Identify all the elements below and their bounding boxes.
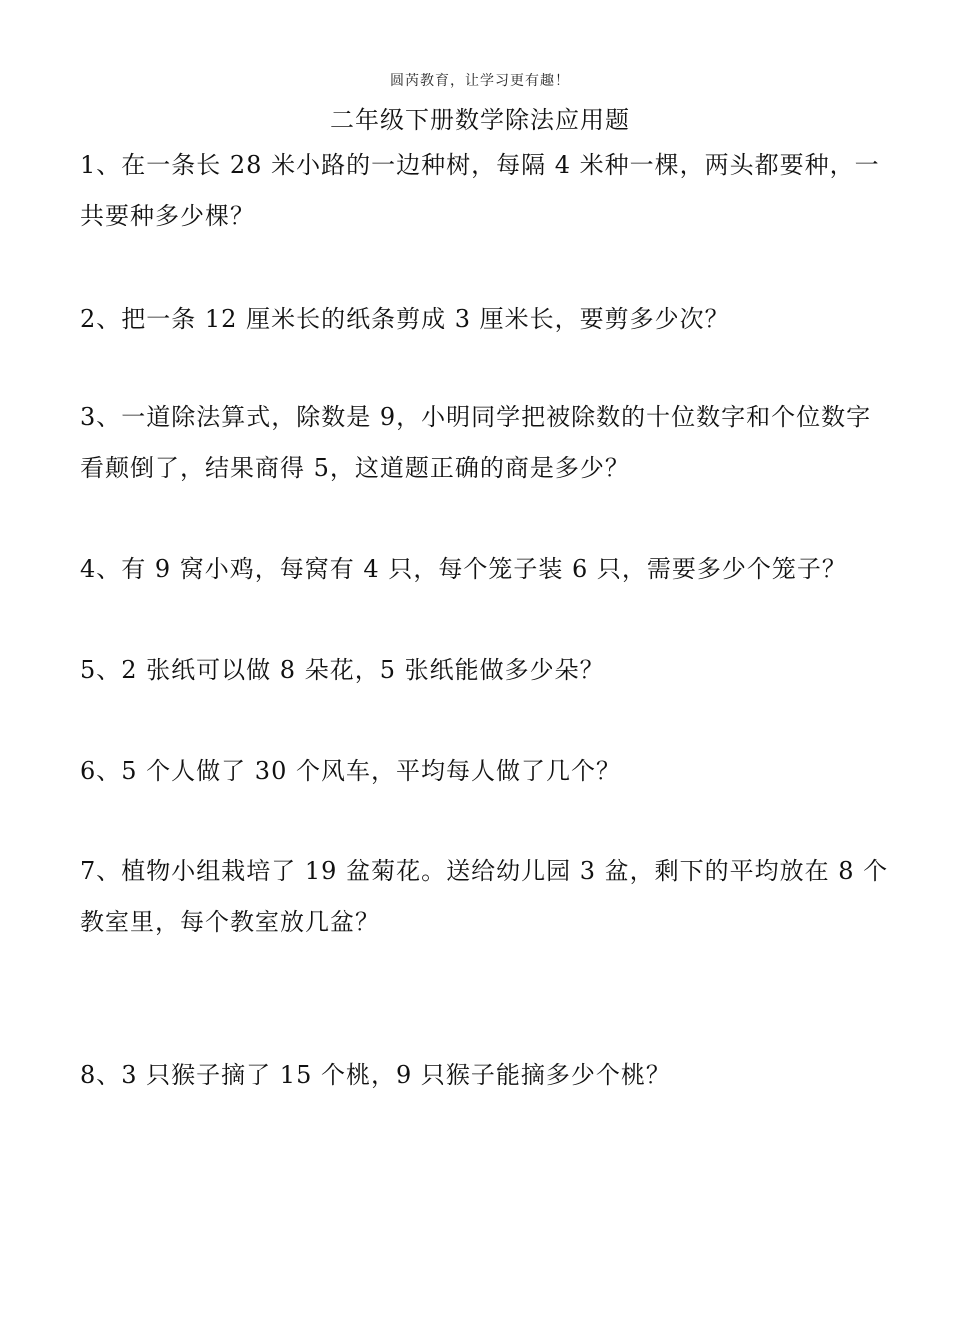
question-2: 2、把一条 12 厘米长的纸条剪成 3 厘米长，要剪多少次？ [80, 305, 730, 333]
question-8: 8、3 只猴子摘了 15 个桃，9 只猴子能摘多少个桃？ [80, 1061, 671, 1089]
question-5: 5、2 张纸可以做 8 朵花，5 张纸能做多少朵？ [80, 656, 605, 684]
question-4: 4、有 9 窝小鸡，每窝有 4 只，每个笼子装 6 只，需要多少个笼子？ [80, 555, 847, 583]
page-title: 二年级下册数学除法应用题 [330, 106, 630, 134]
header-slogan: 圆芮教育，让学习更有趣！ [390, 73, 570, 89]
question-7: 7、植物小组栽培了 19 盆菊花。送给幼儿园 3 盆，剩下的平均放在 8 个教室里，每个教室放几盆？ [80, 857, 889, 936]
question-1: 1、在一条长 28 米小路的一边种树，每隔 4 米种一棵，两头都要种，一共要种多少棵？ [80, 151, 880, 230]
question-6: 6、5 个人做了 30 个风车，平均每人做了几个？ [80, 757, 621, 785]
question-3: 3、一道除法算式，除数是 9，小明同学把被除数的十位数字和个位数字看颠倒了，结果商得 5，这道题正确的商是多少？ [80, 403, 872, 482]
